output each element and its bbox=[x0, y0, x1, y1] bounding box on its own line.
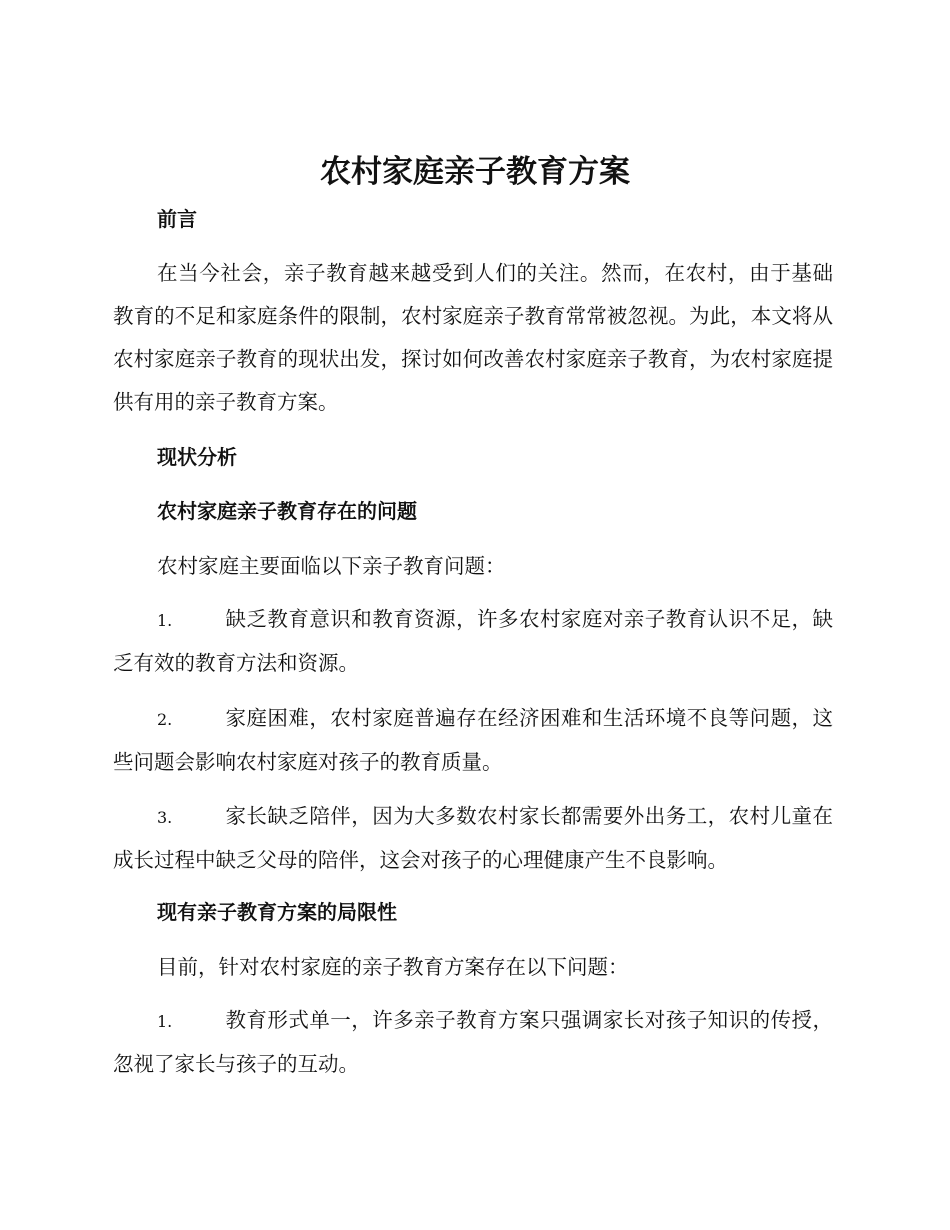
problem-item bbox=[113, 598, 833, 685]
limitation-item bbox=[113, 999, 833, 1086]
preface-heading: 前言 bbox=[157, 207, 197, 231]
preface-paragraph: 在当今社会，亲子教育越来越受到人们的关注。然而，在农村，由于基础教育的不足和家庭条件的限制，农村家庭亲子教育常常被忽视。为此，本文将从农村家庭亲子教育的现状出发，探讨如何改善农村家庭亲子教育，为农村家庭提供有用的亲子教育方案。 bbox=[113, 261, 833, 414]
problems-heading: 农村家庭亲子教育存在的问题 bbox=[157, 499, 417, 523]
limitations-intro: 目前，针对农村家庭的亲子教育方案存在以下问题： bbox=[157, 955, 629, 979]
list-text: 缺乏教育意识和教育资源，许多农村家庭对亲子教育认识不足，缺乏有效的教育方法和资源。 bbox=[113, 607, 833, 675]
list-text: 教育形式单一，许多亲子教育方案只强调家长对孩子知识的传授，忽视了家长与孩子的互动。 bbox=[113, 1008, 833, 1076]
list-number: 2. bbox=[157, 710, 173, 729]
list-number: 1. bbox=[157, 1012, 173, 1031]
list-number: 1. bbox=[157, 611, 173, 630]
list-text: 家长缺乏陪伴，因为大多数农村家长都需要外出务工，农村儿童在成长过程中缺乏父母的陪伴，这会对孩子的心理健康产生不良影响。 bbox=[113, 804, 833, 872]
document-title: 农村家庭亲子教育方案 bbox=[320, 154, 630, 190]
status-analysis-heading: 现状分析 bbox=[157, 445, 237, 469]
problems-intro: 农村家庭主要面临以下亲子教育问题： bbox=[157, 554, 506, 578]
problem-item bbox=[113, 795, 833, 882]
list-number: 3. bbox=[157, 808, 173, 827]
limitations-heading: 现有亲子教育方案的局限性 bbox=[157, 900, 397, 924]
problem-item bbox=[113, 697, 833, 784]
list-text: 家庭困难，农村家庭普遍存在经济困难和生活环境不良等问题，这些问题会影响农村家庭对孩子的教育质量。 bbox=[113, 706, 833, 774]
